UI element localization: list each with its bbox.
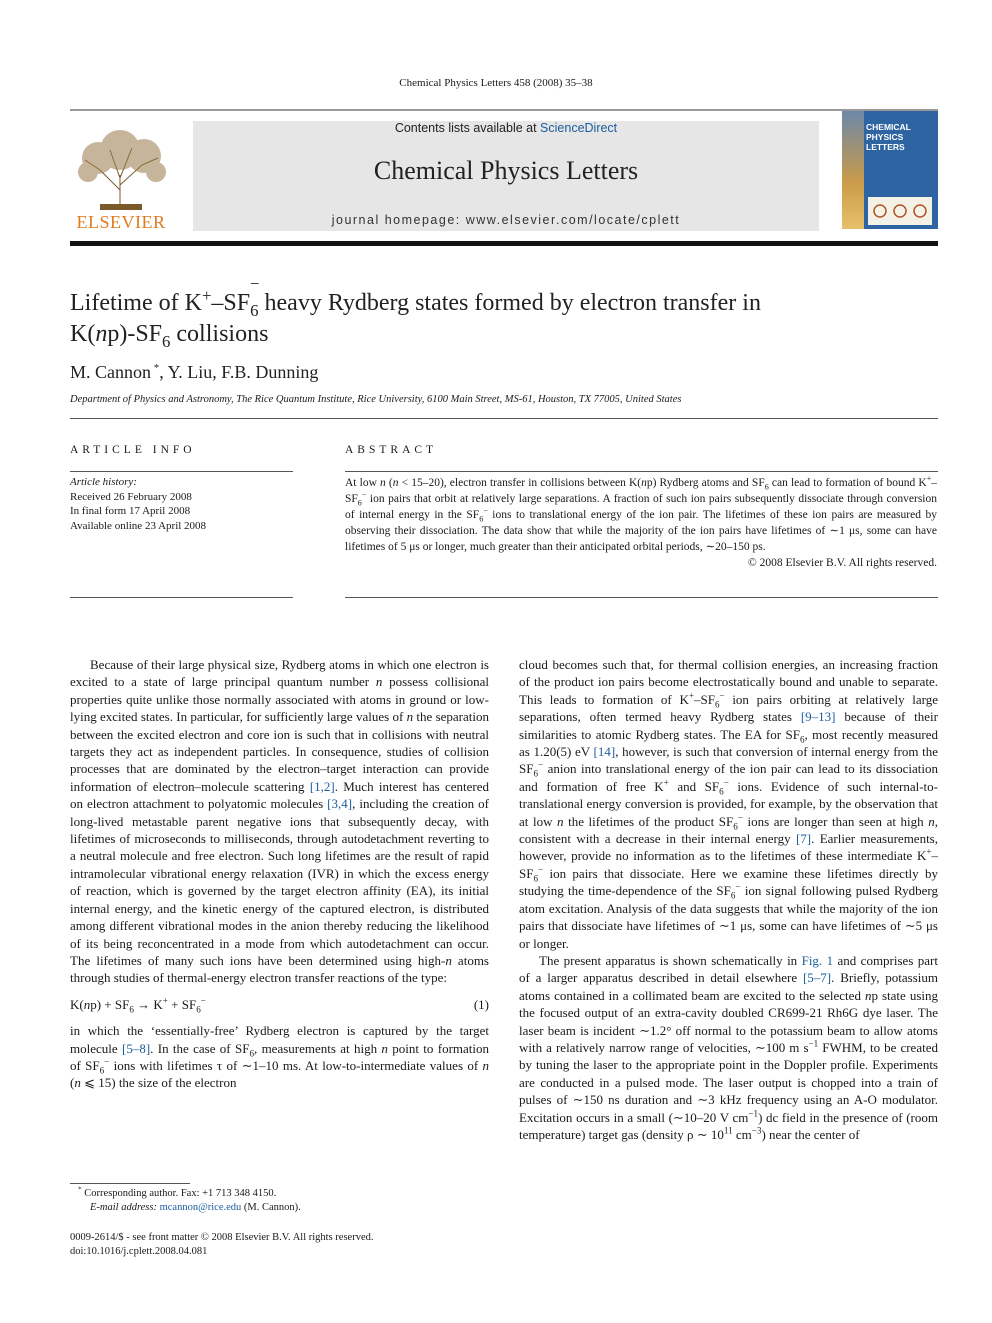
abstract-body: At low n (n < 15–20), electron transfer in collisions between K(np) Rydberg atoms and $SF_6$ can lead to formation of bound $K^+-SF_6^-$ ion pairs that orbit at relatively large separations. A fraction of such ion pairs subsequently dissociate through conversion of internal energy in the $SF_6^-$ ions to translational energy of the ion pair. The lifetimes of these ion pairs are measured by observing their dissociation. The data show that while the majority of the ion pairs have lifetimes of ∼1 μs, some can have lifetimes of 5 μs or longer, much greater than their anticipated orbital periods, ∼20–150 ps. © 2008 Elsevier B.V. All rights reserved.: [345, 474, 937, 569]
email-link[interactable]: mcannon@rice.edu: [159, 1202, 242, 1213]
body-column-left: Because of their large physical size, Rydberg atoms in which one electron is excited to a state of large principal quantum number n possess collisional properties quite unlike those normally associated with atoms in ground or low-lying excited states. In particular, for sufficiently large values of n the separation between the excited electron and core ion is such that in collisions with neutral targets they act as independent particles. In consequence, studies of collision processes that are dominated by the electron–target interaction can provide information of electron–molecule scattering [1,2]. Much interest has centered on electron attachment to polyatomic molecules [3,4], including the creation of long-lived metastable parent negative ions that subsequently decay, with lifetimes of microseconds to milliseconds, through autodetachment reverting to a neutral molecule and free electron. Such long lifetimes are the result of rapid intramolecular vibrational energy relaxation (IVR) in which the excess energy of reaction, which is governed by the target electron affinity (EA), its initial internal energy, and the kinetic energy of the captured electron, is distributed among different vibrational modes in the anion thereby reducing the likelihood of its being reconcentrated in a mode from which autodetachment can occur. The lifetimes of many such ions have been determined using high-n atoms through studies of thermal-energy electron transfer reactions of the type: $K(np) + SF_6 \to K^+ + SF_6^-$ (1) in which the ‘essentially-free’ Rydberg electron is captured by the target molecule [5–8]. In the case of $SF_6$, measurements at high n point to formation of $SF_6^-$ ions with lifetimes τ of ∼1–10 ms. At low-to-intermediate values of n (n ⩽ 15) the size of the electron: [70, 657, 490, 1091]
article-history: Article history: Received 26 February 2008 In final form 17 April 2008 Available online 23 April 2008: [70, 476, 207, 532]
affiliation-rule: [70, 418, 938, 419]
cover-image: [868, 197, 932, 225]
sciencedirect-link[interactable]: ScienceDirect: [540, 121, 618, 135]
front-matter: 0009-2614/$ - see front matter © 2008 Elsevier B.V. All rights reserved. doi:10.1016/j.cplett.2008.04.081: [70, 1232, 374, 1257]
body-column-right: cloud becomes such that, for thermal collision energies, an increasing fraction of the product ion pairs become electrostatically bound and unable to separate. This leads to formation of $K^+-SF_6^-$ ion pairs orbiting at relatively large separations, often termed heavy Rydberg states [9–13] because of their similarities to atomic Rydberg states. The EA for $SF_6$, most recently measured as 1.20(5) eV [14], however, is such that conversion of internal energy from the $SF_6^-$ anion into translational energy of the ion pair can lead to its dissociation and formation of free K+ and $SF_6^-$ ions. Evidence of such internal-to-translational energy conversion is provided, for example, by the observation that at low n the lifetimes of the product $SF_6^-$ ions are longer than seen at high n, consistent with a decrease in their internal energy [7]. Earlier measurements, however, provide no information as to the lifetimes of these intermediate $K^+-SF_6^-$ ion pairs that dissociate. Here we examine these lifetimes directly by studying the time-dependence of the $SF_6^-$ ion signal following pulsed Rydberg atom excitation. Analysis of the data suggests that while the majority of the ion pairs that dissociate have lifetimes of ∼1 μs, some can have lifetimes of ∼5 μs or longer. The present apparatus is shown schematically in Fig. 1 and comprises part of a larger apparatus described in detail elsewhere [5–7]. Briefly, potassium atoms contained in a collimated beam are excited to the selected np state using the focused output of an extra-cavity doubled CR699-21 Rh6G dye laser. The laser beam is incident ∼1.2° off normal to the potassium beam to allow atoms with a relatively narrow range of velocities, ∼100 m $s^{-1}$ FWHM, to be created by tuning the laser to the appropriate point in the Doppler profile. Experiments are conducted in a pulsed mode. The laser output is chopped into a train of pulses of ∼150 ns duration and ∼3 kHz frequency using an A-O modulator. Excitation occurs in a small (∼10–20 V $cm^{-1}$) dc field in the presence of (room temperature) target gas (density ρ ∼ $10^{11}$ $cm^{-3}$) near the center of: [519, 657, 939, 1142]
journal-homepage[interactable]: journal homepage: www.elsevier.com/locate/cplett: [331, 213, 681, 227]
abstract-rule-bottom: [345, 597, 938, 598]
running-head: Chemical Physics Letters 458 (2008) 35–38: [399, 77, 593, 89]
abstract-copyright: © 2008 Elsevier B.V. All rights reserved.: [748, 557, 937, 569]
abstract-heading: ABSTRACT: [345, 444, 438, 456]
info-rule-top: [70, 471, 293, 472]
cover-stripe: [842, 111, 864, 229]
journal-title: Chemical Physics Letters: [373, 156, 639, 185]
footnote: * Corresponding author. Fax: +1 713 348 4150. E-mail address: mcannon@rice.edu (M. Cannon).: [78, 1184, 301, 1213]
header-divider: [70, 109, 938, 111]
contents-prefix: Contents lists available at: [394, 121, 541, 135]
equation-1: $K(np) + SF_6 \to K^+ + SF_6^-$ (1): [70, 995, 489, 1015]
doi-link[interactable]: doi:10.1016/j.cplett.2008.04.081: [70, 1246, 208, 1257]
footnote-rule: [70, 1183, 190, 1184]
article-title: Lifetime of K+–SF − $_6$ heavy Rydberg states formed by electron transfer in $K(np)-SF_6$ collisions: [70, 274, 761, 351]
title-divider: [70, 241, 938, 246]
publisher-name: ELSEVIER: [76, 212, 166, 232]
info-rule-bottom: [70, 597, 293, 598]
molecule-icon: [868, 197, 932, 225]
author-list: M. Cannon *, Y. Liu, F.B. Dunning: [70, 362, 319, 382]
abstract-rule-top: [345, 471, 938, 472]
article-info-heading: ARTICLE INFO: [70, 444, 196, 456]
elsevier-logo[interactable]: [70, 120, 172, 232]
cover-title: CHEMICAL PHYSICS LETTERS: [866, 122, 911, 152]
affiliation: Department of Physics and Astronomy, The Rice Quantum Institute, Rice University, 6100 Main Street, MS-61, Houston, TX 77005, United States: [70, 394, 682, 405]
contents-line: [193, 121, 819, 135]
journal-cover[interactable]: [842, 111, 938, 229]
